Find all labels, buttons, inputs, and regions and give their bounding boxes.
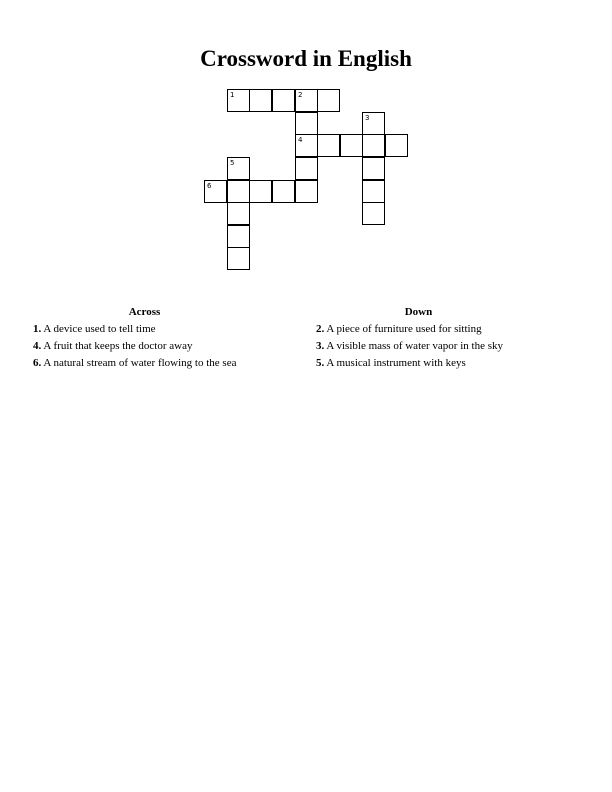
across-heading: Across [128,306,161,318]
grid-cell[interactable] [249,180,272,203]
grid-cell[interactable] [272,180,295,203]
grid-cell[interactable] [362,157,385,180]
clue-number: 6. [33,357,42,369]
grid-cell[interactable] [249,89,272,112]
page-title: Crossword in English [200,46,412,71]
down-clue [316,355,556,372]
clue-text: A natural stream of water flowing to the sea [43,357,237,369]
grid-cell[interactable] [340,134,363,157]
grid-cell[interactable] [227,202,250,225]
grid-cell[interactable] [227,247,250,270]
clue-number-label: 3 [365,114,370,122]
clue-text: A fruit that keeps the doctor away [43,340,193,352]
grid-cell[interactable] [362,202,385,225]
clue-number: 4. [33,340,42,352]
clue-number-label: 2 [298,91,303,99]
across-clues [33,304,273,372]
grid-cell[interactable] [227,89,250,112]
grid-cell[interactable] [227,180,250,203]
grid-cell[interactable] [317,134,340,157]
clue-text: A piece of furniture used for sitting [326,323,482,335]
grid-cell[interactable] [295,112,318,135]
grid-cell[interactable] [362,112,385,135]
crossword-grid [0,0,612,300]
grid-cell[interactable] [295,134,318,157]
clue-text: A visible mass of water vapor in the sky [326,340,503,352]
down-heading: Down [404,306,433,318]
across-clue [33,321,273,338]
clue-number-label: 5 [230,159,235,167]
clue-number: 1. [33,323,42,335]
grid-cell[interactable] [204,180,227,203]
grid-cell[interactable] [295,180,318,203]
clue-number: 3. [316,340,325,352]
grid-cell[interactable] [227,225,250,248]
across-clue [33,338,273,355]
clue-number-label: 6 [207,182,212,190]
across-clue [33,355,273,372]
clue-number-label: 1 [230,91,235,99]
grid-cell[interactable] [272,89,295,112]
down-clues [316,304,556,372]
down-clue [316,338,556,355]
grid-cell[interactable] [362,180,385,203]
down-clue [316,321,556,338]
grid-cell[interactable] [295,89,318,112]
grid-cell[interactable] [317,89,340,112]
grid-cell[interactable] [385,134,408,157]
clue-number: 5. [316,357,325,369]
grid-cell[interactable] [227,157,250,180]
clue-text: A device used to tell time [43,323,156,335]
clue-number: 2. [316,323,325,335]
clue-number-label: 4 [298,136,303,144]
grid-cell[interactable] [295,157,318,180]
grid-cell[interactable] [362,134,385,157]
clue-text: A musical instrument with keys [326,357,466,369]
